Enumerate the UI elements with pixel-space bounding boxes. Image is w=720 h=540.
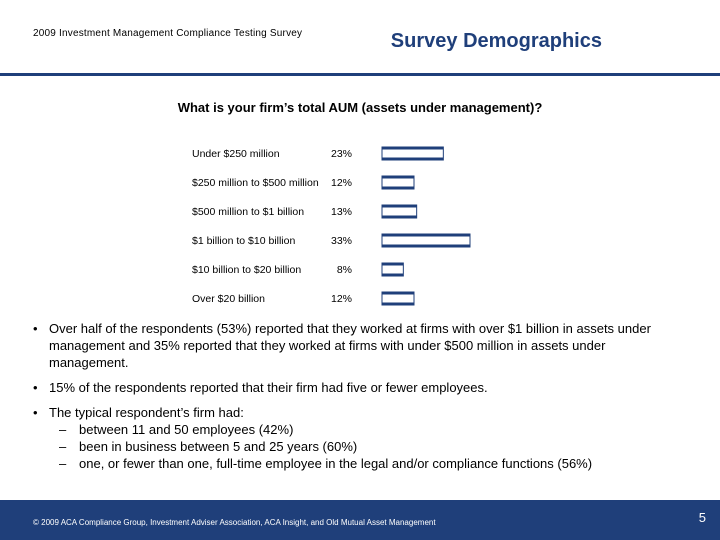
bar-bottom-edge xyxy=(382,245,470,248)
dash-marker: – xyxy=(59,456,67,471)
bullet-text: Over half of the respondents (53%) reported that they worked at firms with over $1 billion in assets under management and 35% reported that they worked at firms with under $500 million in assets under management. xyxy=(49,321,651,370)
sub-bullet xyxy=(49,455,653,472)
value-label: 8% xyxy=(336,264,352,276)
bullet-item xyxy=(33,404,653,472)
bar-bottom-edge xyxy=(382,303,414,306)
value-label: 33% xyxy=(330,235,352,247)
value-label: 12% xyxy=(330,293,352,305)
category-label: $1 billion to $10 billion xyxy=(192,235,296,247)
bar-top-edge xyxy=(382,263,403,266)
bar-top-edge xyxy=(382,234,470,237)
bar-top-edge xyxy=(382,176,414,179)
bullet-dot: • xyxy=(33,380,38,395)
bar-bottom-edge xyxy=(382,158,443,161)
page-title: Survey Demographics xyxy=(390,30,602,52)
footer-bar xyxy=(0,500,720,540)
category-label: Over $20 billion xyxy=(192,293,265,305)
dash-marker: – xyxy=(59,422,67,437)
bar-bottom-edge xyxy=(382,216,417,219)
dash-marker: – xyxy=(59,439,67,454)
bar-bottom-edge xyxy=(382,187,414,190)
category-label: Under $250 million xyxy=(192,148,280,160)
sub-bullet-text: one, or fewer than one, full-time employee in the legal and/or compliance functions (56%) xyxy=(79,456,593,471)
sub-bullet xyxy=(49,421,653,438)
bullet-list xyxy=(33,320,653,480)
sub-bullet-text: between 11 and 50 employees (42%) xyxy=(79,422,294,437)
bullet-dot: • xyxy=(33,321,38,336)
category-label: $10 billion to $20 billion xyxy=(192,264,302,276)
bar-bottom-edge xyxy=(382,274,403,277)
bullet-item xyxy=(33,320,653,371)
category-label: $250 million to $500 million xyxy=(192,177,319,189)
bar-top-edge xyxy=(382,147,443,150)
bullet-dot: • xyxy=(33,405,38,420)
value-label: 12% xyxy=(330,177,352,189)
bar-top-edge xyxy=(382,292,414,295)
bullet-text: 15% of the respondents reported that their firm had five or fewer employees. xyxy=(49,380,488,395)
category-label: $500 million to $1 billion xyxy=(192,206,305,218)
bullet-text: The typical respondent’s firm had: xyxy=(49,405,244,420)
chart-title: What is your firm’s total AUM (assets under management)? xyxy=(177,100,543,115)
value-label: 23% xyxy=(330,148,352,160)
value-label: 13% xyxy=(330,206,352,218)
page-number: 5 xyxy=(698,510,706,525)
copyright-text: © 2009 ACA Compliance Group, Investment Adviser Association, ACA Insight, and Old Mutual Asset Management xyxy=(33,518,436,527)
sub-bullet-text: been in business between 5 and 25 years (60%) xyxy=(79,439,358,454)
survey-name: 2009 Investment Management Compliance Testing Survey xyxy=(33,28,303,39)
bar-top-edge xyxy=(382,205,417,208)
sub-bullet xyxy=(49,438,653,455)
bullet-item xyxy=(33,379,653,396)
